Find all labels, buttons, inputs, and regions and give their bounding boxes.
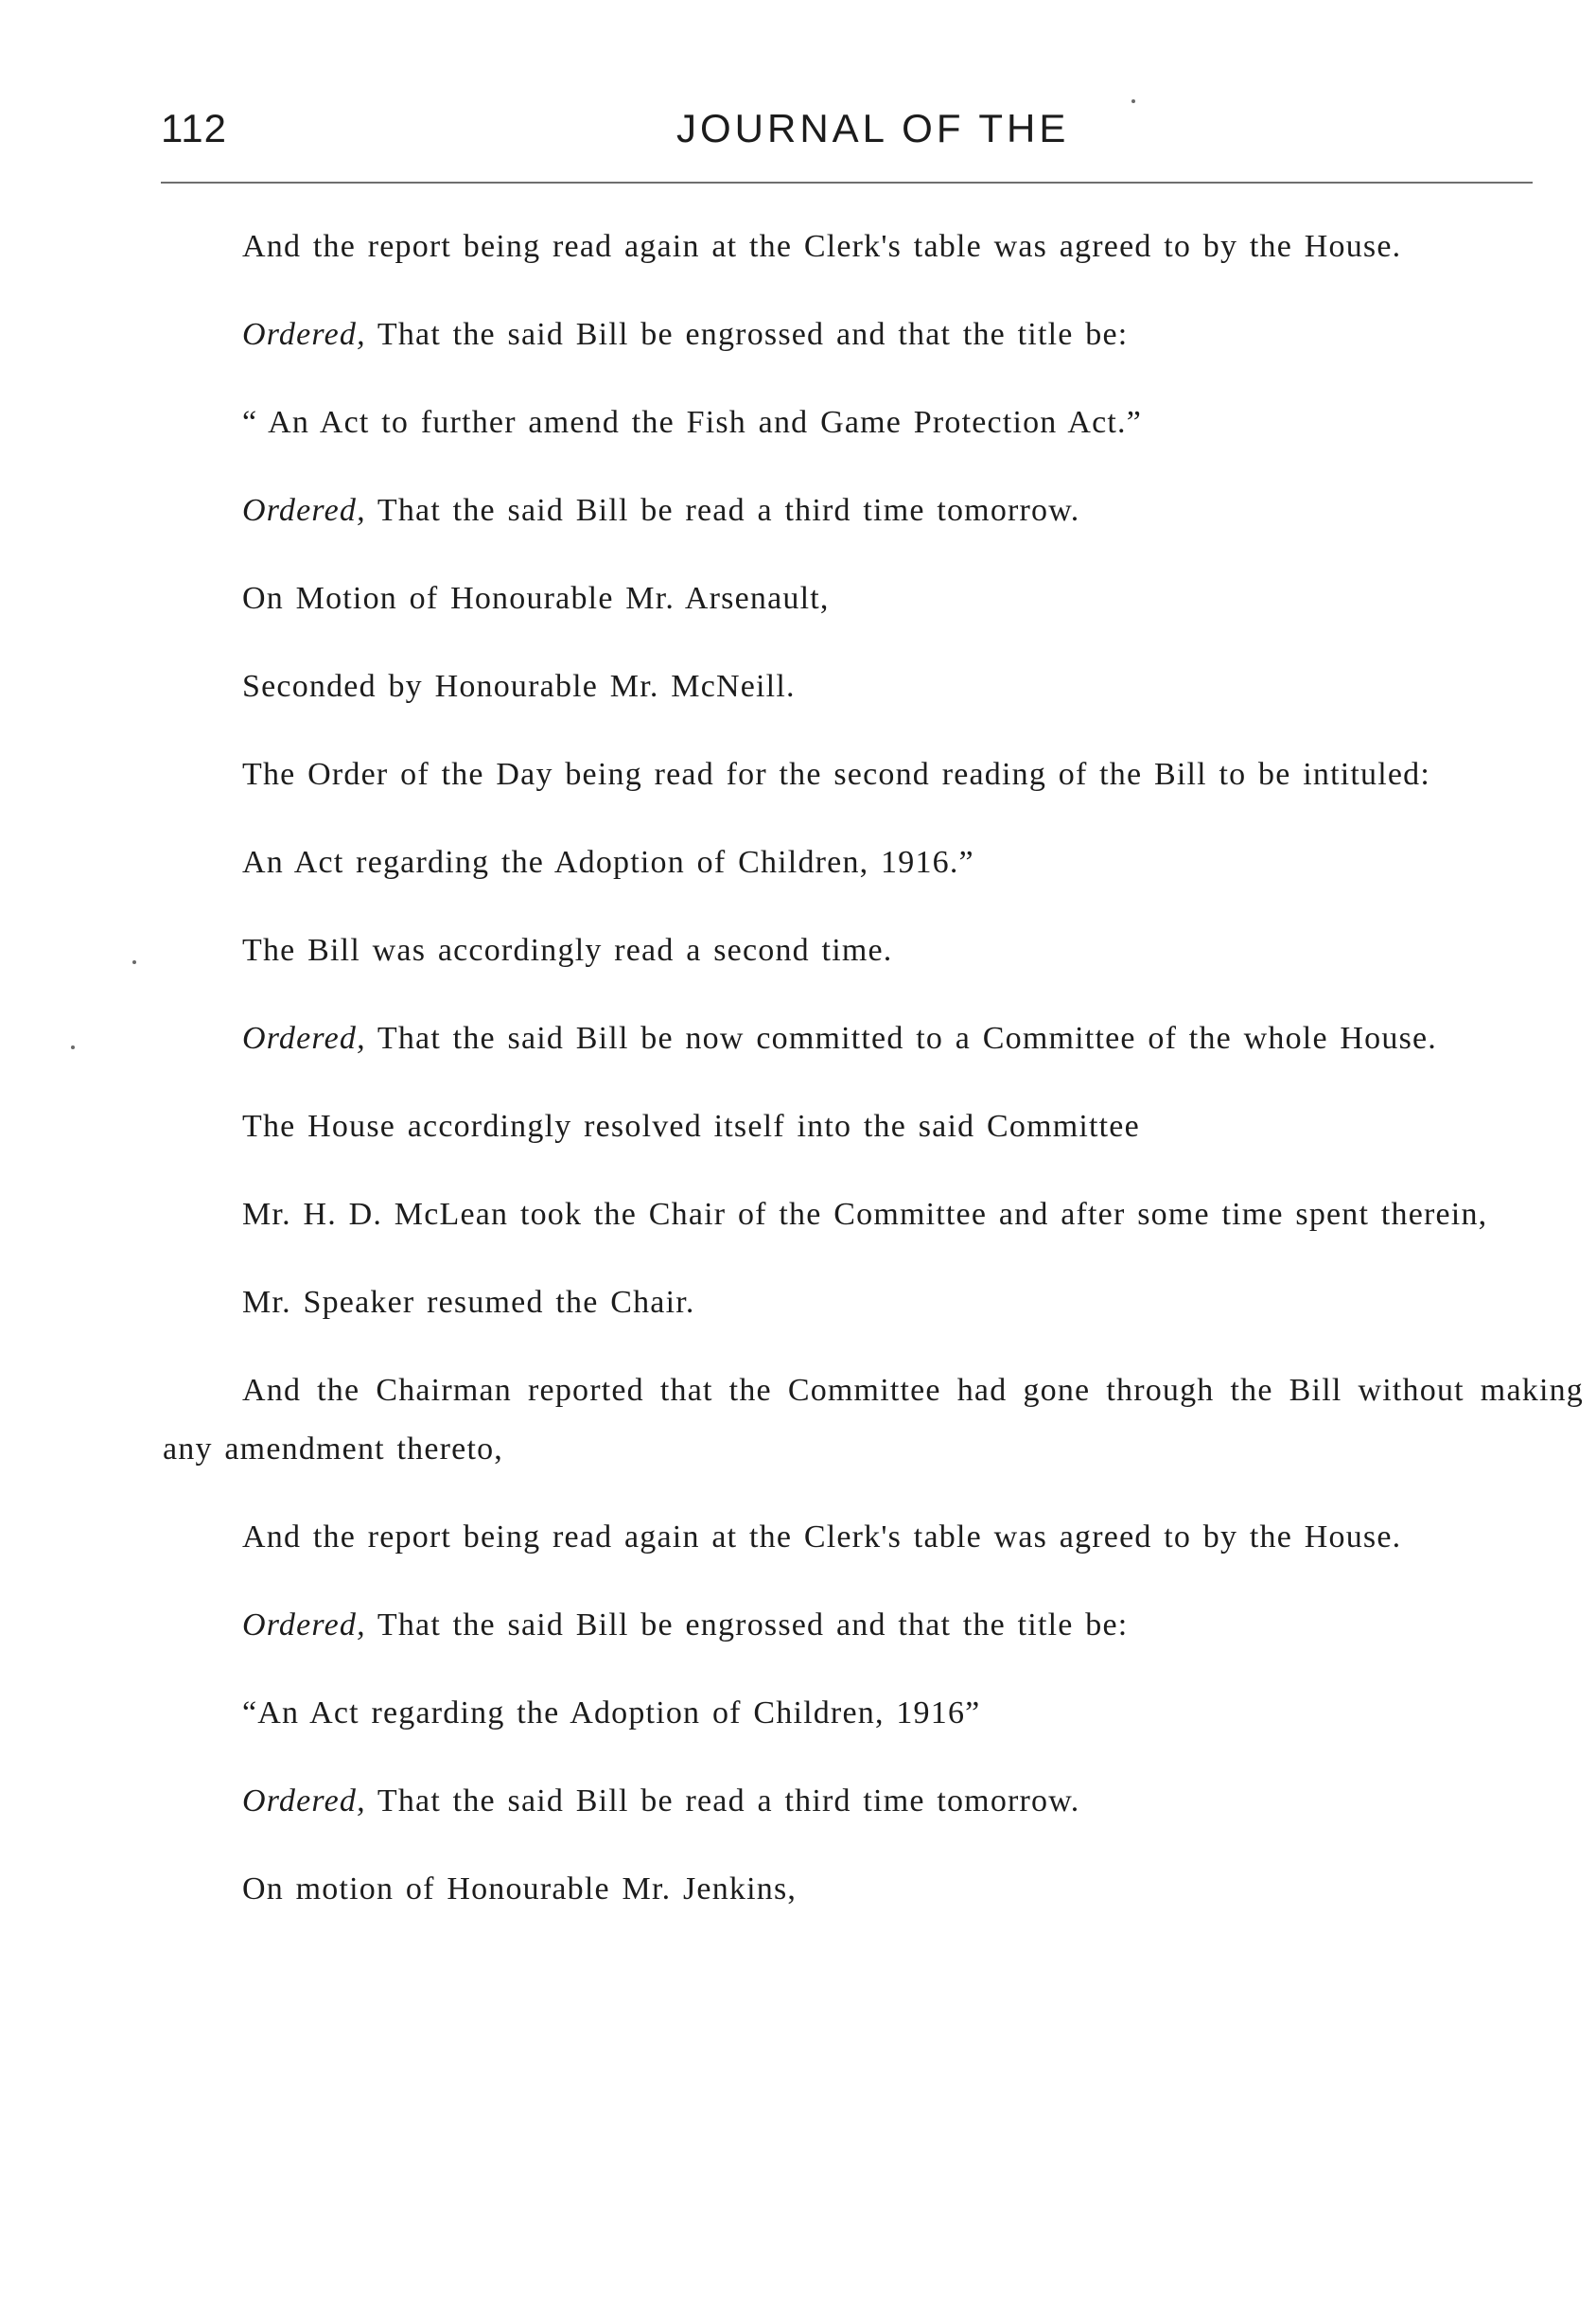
page-number: 112 xyxy=(161,106,227,150)
running-head: JOURNAL OF THE xyxy=(676,106,1070,150)
ordered-label: Ordered, xyxy=(242,1783,366,1818)
ordered-label: Ordered, xyxy=(242,317,366,352)
paragraph-bill-title: “ An Act to further amend the Fish and Game Protection Act.” xyxy=(242,405,1143,440)
journal-body xyxy=(163,218,1584,1919)
paragraph-report-agreed: And the report being read again at the Clerk's table was agreed to by the House. xyxy=(242,1519,1402,1554)
paragraph-second-reading: The Bill was accordingly read a second time. xyxy=(242,933,893,968)
ordered-label: Ordered, xyxy=(242,1021,366,1056)
paragraph-ordered-committed: Ordered, That the said Bill be now committed to a Committee of the whole House. xyxy=(242,1021,1438,1056)
ordered-label: Ordered, xyxy=(242,1607,366,1642)
paragraph-speaker-resumed: Mr. Speaker resumed the Chair. xyxy=(242,1285,695,1320)
page-header xyxy=(161,106,1533,163)
paragraph-ordered-engrossed: Ordered, That the said Bill be engrossed and that the title be: xyxy=(242,317,1129,352)
paragraph-house-resolved: The House accordingly resolved itself into the said Committee xyxy=(242,1109,1140,1144)
header-rule xyxy=(161,182,1533,184)
paragraph-bill-title: An Act regarding the Adoption of Children, 1916.” xyxy=(242,845,974,880)
paragraph-report-agreed: And the report being read again at the Clerk's table was agreed to by the House. xyxy=(242,229,1402,264)
ordered-label: Ordered, xyxy=(242,493,366,528)
paragraph-ordered-third-reading: Ordered, That the said Bill be read a third time tomorrow. xyxy=(242,493,1080,528)
scan-speck xyxy=(71,1045,75,1049)
scan-speck xyxy=(1131,99,1135,103)
paragraph-motion: On motion of Honourable Mr. Jenkins, xyxy=(242,1871,798,1906)
paragraph-seconded: Seconded by Honourable Mr. McNeill. xyxy=(242,669,796,704)
paragraph-motion: On Motion of Honourable Mr. Arsenault, xyxy=(242,581,830,616)
paragraph-chairman-reported: And the Chairman reported that the Committee had gone through the Bill without making any amendment thereto, xyxy=(163,1373,1584,1467)
paragraph-ordered-third-reading: Ordered, That the said Bill be read a third time tomorrow. xyxy=(242,1783,1080,1818)
paragraph-chair-taken: Mr. H. D. McLean took the Chair of the Committee and after some time spent therein, xyxy=(242,1197,1488,1232)
scan-speck xyxy=(132,960,136,964)
paragraph-order-of-day: The Order of the Day being read for the second reading of the Bill to be intituled: xyxy=(242,757,1431,792)
paragraph-bill-title: “An Act regarding the Adoption of Children, 1916” xyxy=(242,1695,981,1730)
paragraph-ordered-engrossed: Ordered, That the said Bill be engrossed and that the title be: xyxy=(242,1607,1129,1642)
